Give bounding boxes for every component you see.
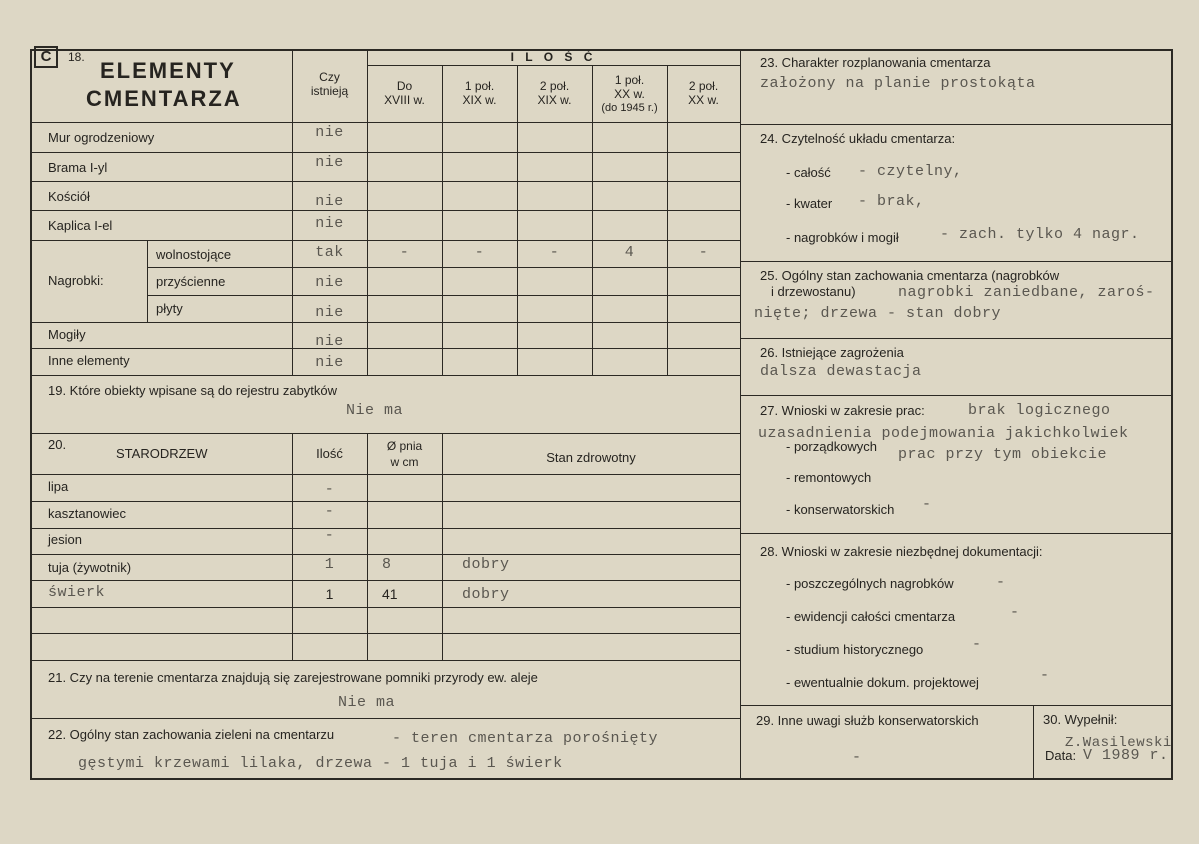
period-5-b: XX w. (688, 93, 719, 107)
section-18-title-1: ELEMENTY (100, 58, 236, 83)
section-21-value: Nie ma (338, 694, 396, 711)
grid-line (30, 433, 740, 434)
grid-line (30, 122, 740, 123)
species-diam: 41 (382, 586, 398, 602)
docs-item-label: - ewentualnie dokum. projektowej (786, 675, 979, 690)
col-exists-2: istnieją (310, 84, 349, 98)
grid-line (30, 210, 740, 211)
docs-item-value: - (1010, 604, 1020, 621)
column-divider (740, 49, 741, 780)
exists-freestanding: tak (315, 244, 344, 261)
count-period-3: - (549, 244, 560, 261)
section-18-title-2: CMENTARZA (86, 86, 242, 111)
section-24-label: 24. Czytelność układu cmentarza: (760, 131, 956, 146)
col-count: Ilość (316, 446, 343, 461)
exists-other: nie (315, 354, 344, 371)
period-3-b: XIX w. (537, 93, 572, 107)
period-5-a: 2 poł. (688, 79, 719, 93)
exists-gate: nie (315, 154, 344, 171)
grid-line (30, 375, 740, 376)
section-29-label: 29. Inne uwagi służb konserwatorskich (756, 713, 979, 728)
grid-line (740, 395, 1173, 396)
col-health: Stan zdrowotny (546, 450, 636, 465)
works-dash: - (922, 496, 932, 513)
section-20-title: STARODRZEW (116, 446, 208, 461)
legibility-item-value: - brak, (858, 193, 925, 210)
grid-line (30, 501, 740, 502)
species-row: świerk (48, 584, 106, 601)
period-2-a: 1 poł. (464, 79, 495, 93)
species-health: dobry (462, 586, 510, 603)
section-26-value: dalsza dewastacja (760, 363, 922, 380)
count-period-4: 4 (624, 244, 635, 261)
section-18-number: 18. (68, 50, 85, 64)
grid-line (30, 607, 740, 608)
grid-line (30, 660, 740, 661)
grid-line (442, 65, 443, 375)
section-27-label: 27. Wnioski w zakresie prac: (760, 403, 925, 418)
grid-line (1033, 705, 1034, 780)
species-count: - (324, 527, 335, 544)
grid-line (30, 322, 740, 323)
count-period-2: - (474, 244, 485, 261)
species-count: 1 (325, 586, 334, 602)
row-label-other: Inne elementy (48, 353, 130, 368)
docs-item-label: - studium historycznego (786, 642, 924, 657)
grid-line (740, 124, 1173, 125)
nagrobki-label: Nagrobki: (48, 273, 104, 288)
legibility-item-label: - nagrobków i mogił (786, 230, 899, 245)
species-row: tuja (żywotnik) (48, 560, 132, 575)
grid-line (30, 554, 740, 555)
works-item: - remontowych (786, 470, 872, 485)
legibility-item-value: - zach. tylko 4 nagr. (940, 226, 1140, 243)
col-diam-1: Ø pnia (386, 439, 423, 453)
grid-line (740, 533, 1173, 534)
grid-line (30, 152, 740, 153)
section-22-value-1: - teren cmentarza porośnięty (392, 730, 659, 747)
grid-line (147, 240, 148, 322)
nagrobki-freestanding: wolnostojące (156, 247, 232, 262)
section-25-value-2: nięte; drzewa - stan dobry (754, 305, 1002, 322)
nagrobki-wall: przyścienne (156, 274, 226, 289)
row-label-gate: Brama I-yl (48, 160, 108, 175)
section-22-label: 22. Ogólny stan zachowania zieleni na cmentarzu (48, 727, 335, 742)
period-1-a: Do (396, 79, 413, 93)
section-23-label: 23. Charakter rozplanowania cmentarza (760, 55, 991, 70)
species-row: lipa (48, 479, 69, 494)
section-25-value-1: nagrobki zaniedbane, zaroś- (898, 284, 1155, 301)
grid-line (30, 633, 740, 634)
species-count: - (324, 481, 335, 498)
species-row: kasztanowiec (48, 506, 127, 521)
grid-line (740, 338, 1173, 339)
period-4-a: 1 poł. (614, 73, 645, 87)
filled-by-name: Z.Wasilewski (1065, 735, 1172, 751)
species-row: jesion (48, 532, 82, 547)
row-label-church: Kościół (48, 189, 90, 204)
section-27-value-2: uzasadnienia podejmowania jakichkolwiek (758, 425, 1129, 442)
docs-item-value: - (1040, 667, 1050, 684)
section-20-number: 20. (48, 437, 67, 452)
grid-line (442, 433, 443, 660)
exists-wall: nie (315, 124, 344, 141)
period-1-b: XVIII w. (384, 93, 425, 107)
date-value: V 1989 r. (1083, 747, 1169, 764)
ilosc-header: I L O Ś Ć (510, 50, 597, 64)
docs-item-value: - (996, 574, 1006, 591)
exists-graves: nie (315, 333, 344, 350)
grid-line (30, 580, 740, 581)
grid-line (30, 348, 740, 349)
grid-line (30, 240, 740, 241)
species-diam: 8 (382, 556, 392, 573)
count-period-5: - (698, 244, 709, 261)
col-diam-2: w cm (390, 455, 419, 469)
section-letter: C (34, 46, 58, 68)
grid-line (30, 474, 740, 475)
grid-line (292, 433, 293, 660)
nagrobki-slabs: płyty (156, 301, 183, 316)
row-label-chapel: Kaplica I-el (48, 218, 113, 233)
legibility-item-value: - czytelny, (858, 163, 963, 180)
grid-line (30, 528, 740, 529)
docs-item-value: - (972, 636, 982, 653)
period-3-a: 2 poł. (539, 79, 570, 93)
section-25-label-1: 25. Ogólny stan zachowania cmentarza (nagrobków (760, 268, 1060, 283)
grid-line (367, 65, 740, 66)
period-2-b: XIX w. (462, 93, 497, 107)
exists-church: nie (315, 193, 344, 210)
section-25-label-2: i drzewostanu) (771, 284, 856, 299)
grid-line (30, 718, 740, 719)
species-health: dobry (462, 556, 510, 573)
docs-item-label: - ewidencji całości cmentarza (786, 609, 956, 624)
section-27-value-1: brak logicznego (968, 402, 1111, 419)
grid-line (740, 261, 1173, 262)
section-19-label: 19. Które obiekty wpisane są do rejestru zabytków (48, 383, 338, 398)
grid-line (30, 181, 740, 182)
grid-line (740, 705, 1173, 706)
section-30-label: 30. Wypełnił: (1043, 712, 1118, 727)
grid-line (147, 267, 740, 268)
date-label: Data: (1045, 748, 1077, 763)
works-item: - porządkowych (786, 439, 878, 454)
legibility-item-label: - kwater (786, 196, 833, 211)
grid-line (147, 295, 740, 296)
section-23-value: założony na planie prostokąta (760, 75, 1036, 92)
period-4-c: (do 1945 r.) (601, 102, 658, 114)
row-label-wall: Mur ogrodzeniowy (48, 130, 155, 145)
period-4-b: XX w. (614, 87, 645, 101)
section-22-value-2: gęstymi krzewami lilaka, drzewa - 1 tuja i 1 świerk (78, 755, 563, 772)
exists-slabs: nie (315, 304, 344, 321)
exists-chapel: nie (315, 215, 344, 232)
col-exists-1: Czy (319, 70, 340, 84)
section-29-value: - (852, 749, 862, 766)
section-21-label: 21. Czy na terenie cmentarza znajdują się zarejestrowane pomniki przyrody ew. aleje (48, 670, 538, 685)
exists-wall-graves: nie (315, 274, 344, 291)
section-19-value: Nie ma (346, 402, 404, 419)
count-period-1: - (399, 244, 410, 261)
section-27-value-3: prac przy tym obiekcie (898, 446, 1108, 463)
grid-line (517, 65, 518, 375)
works-item: - konserwatorskich (786, 502, 895, 517)
row-label-graves: Mogiły (48, 327, 86, 342)
section-28-label: 28. Wnioski w zakresie niezbędnej dokumentacji: (760, 544, 1043, 559)
docs-item-label: - poszczególnych nagrobków (786, 576, 954, 591)
grid-line (667, 65, 668, 375)
species-count: - (324, 503, 335, 520)
legibility-item-label: - całość (786, 165, 831, 180)
section-26-label: 26. Istniejące zagrożenia (760, 345, 904, 360)
species-count: 1 (324, 556, 335, 573)
